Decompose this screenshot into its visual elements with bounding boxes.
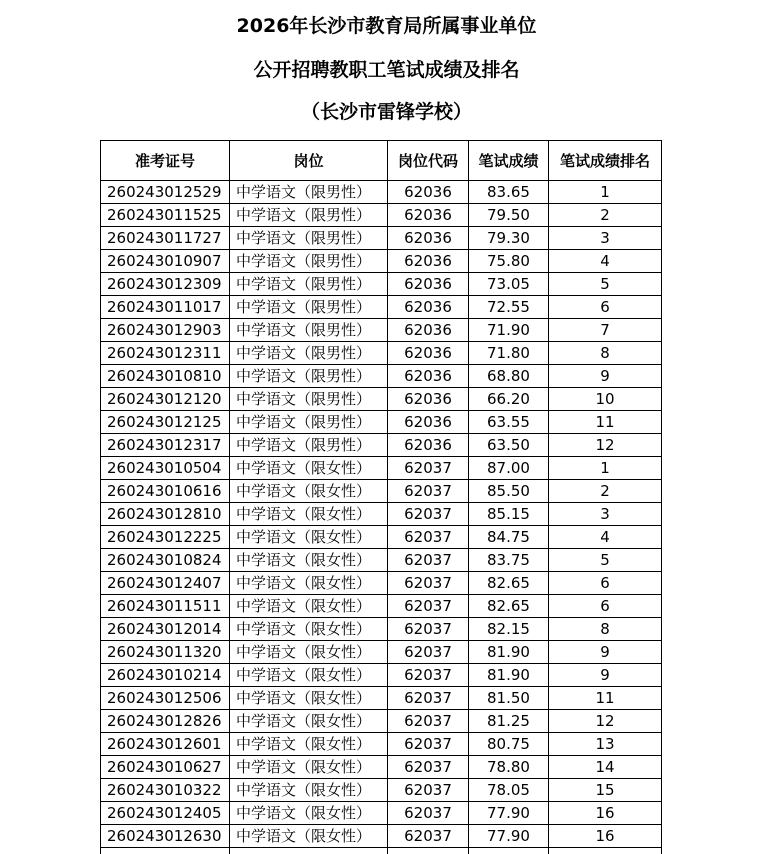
cell-rank: 9	[549, 365, 662, 388]
cell-exam-id: 260243012529	[101, 181, 230, 204]
table-row	[101, 710, 662, 733]
cell-score: 80.75	[469, 733, 549, 756]
cell-score: 81.25	[469, 710, 549, 733]
cell-exam-id: 260243012125	[101, 411, 230, 434]
cell-position-code: 62037	[388, 687, 469, 710]
cell-cutoff	[549, 848, 662, 854]
cell-position: 中学语文（限男性）	[230, 319, 388, 342]
cell-rank: 9	[549, 641, 662, 664]
cell-score: 81.90	[469, 664, 549, 687]
table-row-cutoff	[101, 848, 662, 854]
cell-cutoff	[101, 848, 230, 854]
cell-rank: 13	[549, 733, 662, 756]
cell-score: 81.90	[469, 641, 549, 664]
cell-rank: 8	[549, 342, 662, 365]
cell-score: 82.15	[469, 618, 549, 641]
cell-position-code: 62037	[388, 457, 469, 480]
cell-exam-id: 260243010824	[101, 549, 230, 572]
cell-position-code: 62037	[388, 549, 469, 572]
table-row	[101, 250, 662, 273]
table-row	[101, 595, 662, 618]
cell-score: 71.80	[469, 342, 549, 365]
header-position: 岗位	[230, 141, 388, 181]
table-row	[101, 825, 662, 848]
cell-position-code: 62037	[388, 641, 469, 664]
cell-exam-id: 260243012317	[101, 434, 230, 457]
cell-position-code: 62037	[388, 756, 469, 779]
cell-rank: 11	[549, 687, 662, 710]
cell-rank: 7	[549, 319, 662, 342]
cell-rank: 2	[549, 204, 662, 227]
cell-position: 中学语文（限女性）	[230, 618, 388, 641]
cell-exam-id: 260243012810	[101, 503, 230, 526]
cell-position: 中学语文（限男性）	[230, 342, 388, 365]
cell-exam-id: 260243012506	[101, 687, 230, 710]
table-row	[101, 411, 662, 434]
cell-position: 中学语文（限女性）	[230, 572, 388, 595]
cell-score: 68.80	[469, 365, 549, 388]
cell-position: 中学语文（限女性）	[230, 710, 388, 733]
cell-score: 79.50	[469, 204, 549, 227]
cell-exam-id: 260243011017	[101, 296, 230, 319]
cell-position: 中学语文（限男性）	[230, 227, 388, 250]
table-row	[101, 457, 662, 480]
cell-rank: 16	[549, 825, 662, 848]
cell-exam-id: 260243010627	[101, 756, 230, 779]
table-row	[101, 480, 662, 503]
table-row	[101, 388, 662, 411]
header-position-code: 岗位代码	[388, 141, 469, 181]
cell-position-code: 62037	[388, 779, 469, 802]
cell-rank: 2	[549, 480, 662, 503]
cell-position-code: 62036	[388, 250, 469, 273]
cell-exam-id: 260243012826	[101, 710, 230, 733]
table-row	[101, 779, 662, 802]
table-row	[101, 664, 662, 687]
cell-rank: 6	[549, 296, 662, 319]
cell-score: 77.90	[469, 802, 549, 825]
table-row	[101, 273, 662, 296]
cell-exam-id: 260243012014	[101, 618, 230, 641]
cell-exam-id: 260243011525	[101, 204, 230, 227]
cell-exam-id: 260243012225	[101, 526, 230, 549]
table-row	[101, 204, 662, 227]
cell-position-code: 62036	[388, 434, 469, 457]
cell-position: 中学语文（限女性）	[230, 756, 388, 779]
header-score: 笔试成绩	[469, 141, 549, 181]
cell-exam-id: 260243012903	[101, 319, 230, 342]
table-row	[101, 802, 662, 825]
table-row	[101, 319, 662, 342]
table-row	[101, 618, 662, 641]
cell-position-code: 62036	[388, 411, 469, 434]
cell-exam-id: 260243012407	[101, 572, 230, 595]
cell-rank: 9	[549, 664, 662, 687]
table-row	[101, 756, 662, 779]
cell-rank: 1	[549, 181, 662, 204]
cell-rank: 6	[549, 572, 662, 595]
document-subtitle: 公开招聘教职工笔试成绩及排名	[0, 58, 773, 82]
cell-score: 79.30	[469, 227, 549, 250]
cell-rank: 1	[549, 457, 662, 480]
header-exam-id: 准考证号	[101, 141, 230, 181]
cell-rank: 4	[549, 526, 662, 549]
cell-position-code: 62036	[388, 204, 469, 227]
cell-position: 中学语文（限女性）	[230, 687, 388, 710]
document-school-name: （长沙市雷锋学校）	[0, 100, 773, 124]
cell-rank: 12	[549, 710, 662, 733]
cell-score: 85.15	[469, 503, 549, 526]
cell-position-code: 62037	[388, 572, 469, 595]
cell-position: 中学语文（限男性）	[230, 388, 388, 411]
table-row	[101, 687, 662, 710]
table-row	[101, 572, 662, 595]
cell-score: 66.20	[469, 388, 549, 411]
cell-exam-id: 260243010907	[101, 250, 230, 273]
table-row	[101, 434, 662, 457]
cell-position: 中学语文（限女性）	[230, 526, 388, 549]
cell-exam-id: 260243012405	[101, 802, 230, 825]
table-row	[101, 641, 662, 664]
cell-position-code: 62037	[388, 802, 469, 825]
cell-exam-id: 260243010322	[101, 779, 230, 802]
cell-rank: 3	[549, 503, 662, 526]
cell-position: 中学语文（限女性）	[230, 595, 388, 618]
cell-position: 中学语文（限女性）	[230, 457, 388, 480]
cell-rank: 6	[549, 595, 662, 618]
cell-score: 85.50	[469, 480, 549, 503]
cell-rank: 16	[549, 802, 662, 825]
cell-rank: 15	[549, 779, 662, 802]
cell-exam-id: 260243012311	[101, 342, 230, 365]
cell-position-code: 62036	[388, 227, 469, 250]
document-title: 2026年长沙市教育局所属事业单位	[0, 14, 773, 38]
cell-rank: 12	[549, 434, 662, 457]
table-body	[101, 181, 662, 854]
cell-score: 75.80	[469, 250, 549, 273]
cell-exam-id: 260243012309	[101, 273, 230, 296]
table-row	[101, 181, 662, 204]
cell-score: 81.50	[469, 687, 549, 710]
cell-position-code: 62037	[388, 733, 469, 756]
cell-position-code: 62037	[388, 664, 469, 687]
cell-exam-id: 260243012120	[101, 388, 230, 411]
cell-position-code: 62036	[388, 365, 469, 388]
cell-position: 中学语文（限男性）	[230, 250, 388, 273]
cell-rank: 4	[549, 250, 662, 273]
cell-position-code: 62036	[388, 273, 469, 296]
cell-score: 87.00	[469, 457, 549, 480]
cell-cutoff	[388, 848, 469, 854]
table-row	[101, 733, 662, 756]
cell-exam-id: 260243010616	[101, 480, 230, 503]
cell-position: 中学语文（限男性）	[230, 434, 388, 457]
table-row	[101, 365, 662, 388]
cell-position-code: 62037	[388, 526, 469, 549]
cell-rank: 3	[549, 227, 662, 250]
table-row	[101, 503, 662, 526]
cell-score: 83.75	[469, 549, 549, 572]
table-header-row	[101, 141, 662, 181]
cell-position-code: 62037	[388, 825, 469, 848]
table-row	[101, 296, 662, 319]
cell-rank: 11	[549, 411, 662, 434]
cell-position: 中学语文（限女性）	[230, 779, 388, 802]
cell-score: 78.05	[469, 779, 549, 802]
cell-position-code: 62036	[388, 181, 469, 204]
cell-exam-id: 260243011320	[101, 641, 230, 664]
cell-position: 中学语文（限男性）	[230, 365, 388, 388]
cell-rank: 10	[549, 388, 662, 411]
cell-score: 78.80	[469, 756, 549, 779]
cell-position-code: 62037	[388, 710, 469, 733]
cell-position-code: 62036	[388, 319, 469, 342]
cell-position: 中学语文（限男性）	[230, 296, 388, 319]
cell-exam-id: 260243012601	[101, 733, 230, 756]
cell-score: 63.55	[469, 411, 549, 434]
cell-cutoff	[230, 848, 388, 854]
cell-score: 77.90	[469, 825, 549, 848]
cell-position-code: 62036	[388, 388, 469, 411]
cell-position: 中学语文（限女性）	[230, 825, 388, 848]
cell-position: 中学语文（限女性）	[230, 664, 388, 687]
cell-position-code: 62036	[388, 342, 469, 365]
cell-position: 中学语文（限女性）	[230, 641, 388, 664]
cell-position-code: 62036	[388, 296, 469, 319]
table-row	[101, 227, 662, 250]
cell-score: 73.05	[469, 273, 549, 296]
cell-rank: 8	[549, 618, 662, 641]
cell-exam-id: 260243011511	[101, 595, 230, 618]
cell-position: 中学语文（限女性）	[230, 733, 388, 756]
cell-score: 82.65	[469, 572, 549, 595]
header-rank: 笔试成绩排名	[549, 141, 662, 181]
cell-rank: 5	[549, 549, 662, 572]
cell-score: 63.50	[469, 434, 549, 457]
cell-position: 中学语文（限男性）	[230, 273, 388, 296]
cell-exam-id: 260243010214	[101, 664, 230, 687]
cell-position: 中学语文（限女性）	[230, 503, 388, 526]
cell-position: 中学语文（限男性）	[230, 204, 388, 227]
cell-rank: 14	[549, 756, 662, 779]
cell-position: 中学语文（限女性）	[230, 549, 388, 572]
cell-score: 71.90	[469, 319, 549, 342]
cell-position: 中学语文（限男性）	[230, 181, 388, 204]
cell-score: 83.65	[469, 181, 549, 204]
cell-position-code: 62037	[388, 503, 469, 526]
cell-cutoff	[469, 848, 549, 854]
cell-exam-id: 260243011727	[101, 227, 230, 250]
table-row	[101, 526, 662, 549]
cell-position-code: 62037	[388, 618, 469, 641]
cell-position: 中学语文（限男性）	[230, 411, 388, 434]
cell-score: 84.75	[469, 526, 549, 549]
cell-position-code: 62037	[388, 480, 469, 503]
table-row	[101, 549, 662, 572]
cell-exam-id: 260243012630	[101, 825, 230, 848]
score-table	[100, 140, 662, 854]
table-row	[101, 342, 662, 365]
cell-position-code: 62037	[388, 595, 469, 618]
cell-position: 中学语文（限女性）	[230, 802, 388, 825]
cell-score: 72.55	[469, 296, 549, 319]
cell-rank: 5	[549, 273, 662, 296]
cell-exam-id: 260243010810	[101, 365, 230, 388]
cell-position: 中学语文（限女性）	[230, 480, 388, 503]
cell-score: 82.65	[469, 595, 549, 618]
cell-exam-id: 260243010504	[101, 457, 230, 480]
